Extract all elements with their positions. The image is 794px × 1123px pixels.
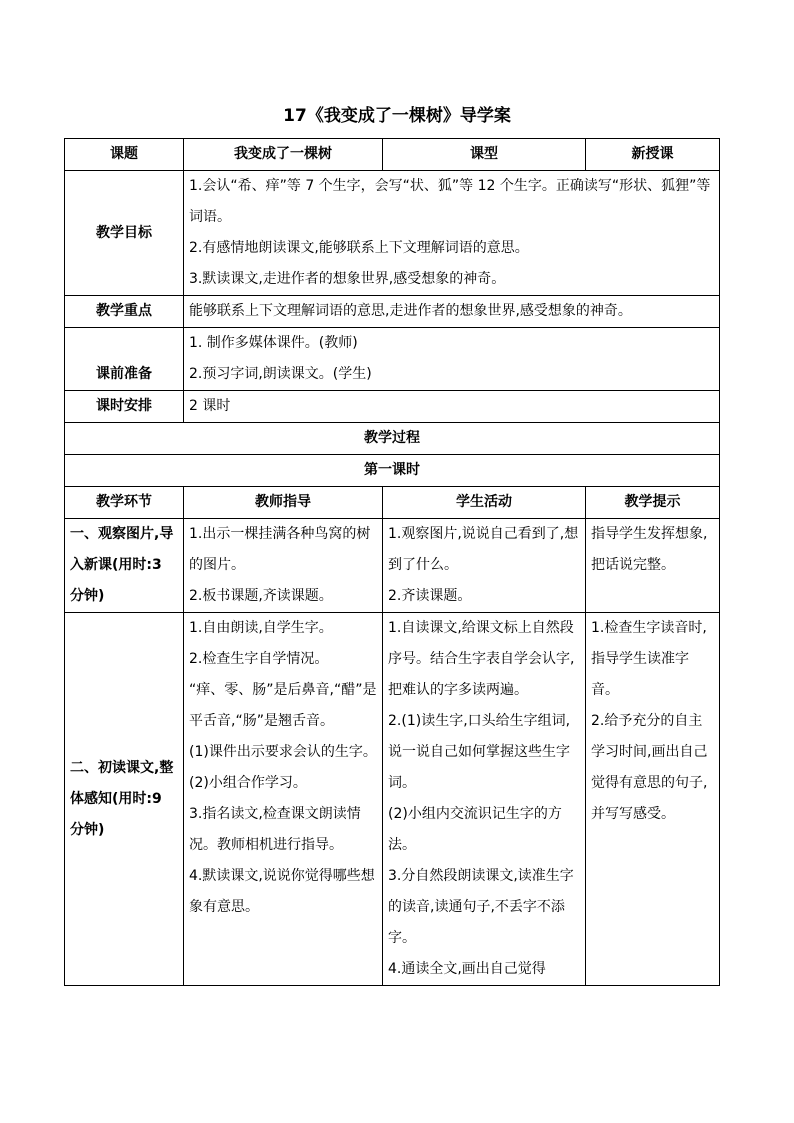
preparation-item: 1. 制作多媒体课件。(教师)	[189, 335, 358, 351]
objective-item: 2.有感情地朗读课文,能够联系上下文理解词语的意思。	[189, 240, 529, 256]
list-item: (1)课件出示要求会认的生字。	[189, 744, 377, 760]
student-cell	[383, 613, 586, 986]
objective-item: 1.会认“希、痒”等 7 个生字，会写“状、狐”等 12 个生字。正确读写“形状、狐狸”等词语。	[189, 178, 711, 225]
list-item: 3.指名读文,检查课文朗读情况。教师相机进行指导。	[189, 806, 361, 853]
column-header-row	[65, 487, 720, 519]
process-title: 教学过程	[65, 423, 720, 455]
page-title: 17《我变成了一棵树》导学案	[283, 106, 511, 126]
stage-cell: 一、观察图片,导入新课(用时:3 分钟)	[65, 519, 184, 613]
preparation-item: 2.预习字词,朗读课文。(学生)	[189, 366, 372, 382]
objectives-content	[184, 171, 720, 296]
list-item: 2.给予充分的自主学习时间,画出自己觉得有意思的句子,并写写感受。	[591, 713, 708, 822]
list-item: (2)小组内交流识记生字的方法。	[388, 806, 562, 853]
teacher-cell	[184, 519, 383, 613]
student-cell	[383, 519, 586, 613]
list-item: 1.观察图片,说说自己看到了,想到了什么。	[388, 526, 579, 573]
preparation-label: 课前准备	[65, 328, 184, 391]
list-item: 2.板书课题,齐读课题。	[189, 588, 333, 604]
lesson-title: 第一课时	[65, 455, 720, 487]
list-item: 2.齐读课题。	[388, 588, 472, 604]
key-points-label: 教学重点	[65, 296, 184, 328]
list-item: 3.分自然段朗读课文,读准生字的读音,读通句子,不丢字不添字。	[388, 868, 574, 946]
stage-cell: 二、初读课文,整体感知(用时:9 分钟)	[65, 613, 184, 986]
table-row	[65, 613, 720, 986]
list-item: (2)小组合作学习。	[189, 775, 307, 791]
topic-value: 我变成了一棵树	[184, 139, 383, 171]
tips-cell	[586, 613, 720, 986]
topic-row	[65, 139, 720, 171]
list-item: 1.出示一棵挂满各种鸟窝的树的图片。	[189, 526, 371, 573]
column-header: 教学环节	[65, 487, 184, 519]
topic-label: 课题	[65, 139, 184, 171]
type-value: 新授课	[586, 139, 720, 171]
type-label: 课型	[383, 139, 586, 171]
table-row	[65, 519, 720, 613]
tips-cell	[586, 519, 720, 613]
list-item: 1.检查生字读音时,指导学生读准字音。	[591, 620, 707, 698]
lesson-plan-table	[64, 138, 720, 986]
list-item: 1.自由朗读,自学生字。	[189, 620, 333, 636]
list-item: 1.自读课文,给课文标上自然段序号。结合生字表自学会认字,把难认的字多读两遍。	[388, 620, 575, 698]
list-item: 4.通读全文,画出自己觉得	[388, 961, 546, 977]
list-item: 2.检查生字自学情况。	[189, 651, 329, 667]
preparation-row	[65, 328, 720, 391]
process-title-row	[65, 423, 720, 455]
preparation-content	[184, 328, 720, 391]
list-item: 4.默读课文,说说你觉得哪些想象有意思。	[189, 868, 375, 915]
schedule-label: 课时安排	[65, 391, 184, 423]
key-points-row	[65, 296, 720, 328]
objective-item: 3.默读课文,走进作者的想象世界,感受想象的神奇。	[189, 271, 506, 287]
teacher-cell	[184, 613, 383, 986]
objectives-label: 教学目标	[65, 171, 184, 296]
lesson-title-row	[65, 455, 720, 487]
column-header: 教师指导	[184, 487, 383, 519]
schedule-value: 2 课时	[184, 391, 720, 423]
list-item: 指导学生发挥想象,把话说完整。	[591, 526, 708, 573]
list-item: 2.(1)读生字,口头给生字组词,说一说自己如何掌握这些生字词。	[388, 713, 571, 791]
key-points-text: 能够联系上下文理解词语的意思,走进作者的想象世界,感受想象的神奇。	[184, 296, 720, 328]
objectives-row	[65, 171, 720, 296]
column-header: 学生活动	[383, 487, 586, 519]
list-item: “痒、零、肠”是后鼻音,“醋”是平舌音,“肠”是翘舌音。	[189, 682, 377, 729]
schedule-row	[65, 391, 720, 423]
column-header: 教学提示	[586, 487, 720, 519]
